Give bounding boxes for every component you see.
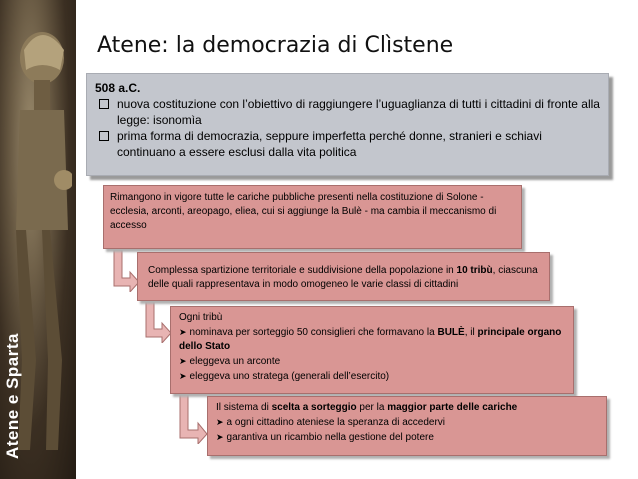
box-text: Il sistema di xyxy=(216,402,272,413)
bullet-item xyxy=(99,96,600,128)
box-heading: Ogni tribù xyxy=(179,312,223,323)
box-text: , ciascuna delle quali rappresentava in modo omogeneo le varie classi di cittadini xyxy=(148,265,538,290)
box-text: per la xyxy=(356,402,388,413)
date-label: 508 a.C. xyxy=(95,81,141,95)
box-bold-text: 10 tribù xyxy=(456,265,493,276)
bullet-item xyxy=(99,128,600,160)
list-item: ➤ eleggeva un arconte xyxy=(179,354,567,369)
list-item: ➤ garantiva un ricambio nella gestione del potere xyxy=(216,430,600,445)
bullet-text: nuova costituzione con l’obiettivo di raggiungere l’uguaglianza di tutti i cittadini di fronte alla legge: isonomìa xyxy=(117,97,600,127)
box-intro xyxy=(216,401,600,415)
sidebar-image xyxy=(0,0,76,479)
costituzione-box xyxy=(103,185,522,249)
checkbox-bullet-icon xyxy=(99,131,109,141)
box-bold-text: maggior parte delle cariche xyxy=(387,402,518,413)
box-text: nominava per sorteggio 50 consiglieri che formavano la xyxy=(189,327,438,338)
down-right-arrow-icon xyxy=(144,301,172,343)
box-bold-text: scelta a sorteggio xyxy=(271,402,357,413)
list-item: ➤ a ogni cittadino ateniese la speranza di accedervi xyxy=(216,415,600,430)
list-item: ➤ eleggeva uno stratega (generali dell’esercito) xyxy=(179,369,567,384)
bullet-text: prima forma di democrazia, seppure imperfetta perché donne, stranieri e schiavi continuano a essere esclusi dalla vita politica xyxy=(117,129,542,159)
page-title: Atene: la democrazia di Clìstene xyxy=(97,33,454,58)
box-bold-text: BULÈ xyxy=(437,327,465,338)
ogni-tribu-box xyxy=(170,306,574,394)
down-right-arrow-icon xyxy=(112,250,140,292)
box-text: Rimangono in vigore tutte le cariche pubbliche presenti nella costituzione di Solone - ecclesia, arconti, areopago, eliea, cui si aggiunge la Bulè - ma cambia il meccanismo di accesso xyxy=(110,192,497,231)
list-item xyxy=(179,325,567,354)
sidebar-label: Atene e Sparta xyxy=(3,332,22,459)
down-right-arrow-icon xyxy=(178,394,208,444)
sorteggio-box xyxy=(207,396,607,456)
box-text: Complessa spartizione territoriale e suddivisione della popolazione in xyxy=(148,265,457,276)
checkbox-bullet-icon xyxy=(99,99,109,109)
main-info-box xyxy=(86,73,609,176)
box-text: , il xyxy=(464,327,478,338)
box-bold-text: principale organo dello Stato xyxy=(179,327,562,352)
tribu-box xyxy=(137,252,550,301)
